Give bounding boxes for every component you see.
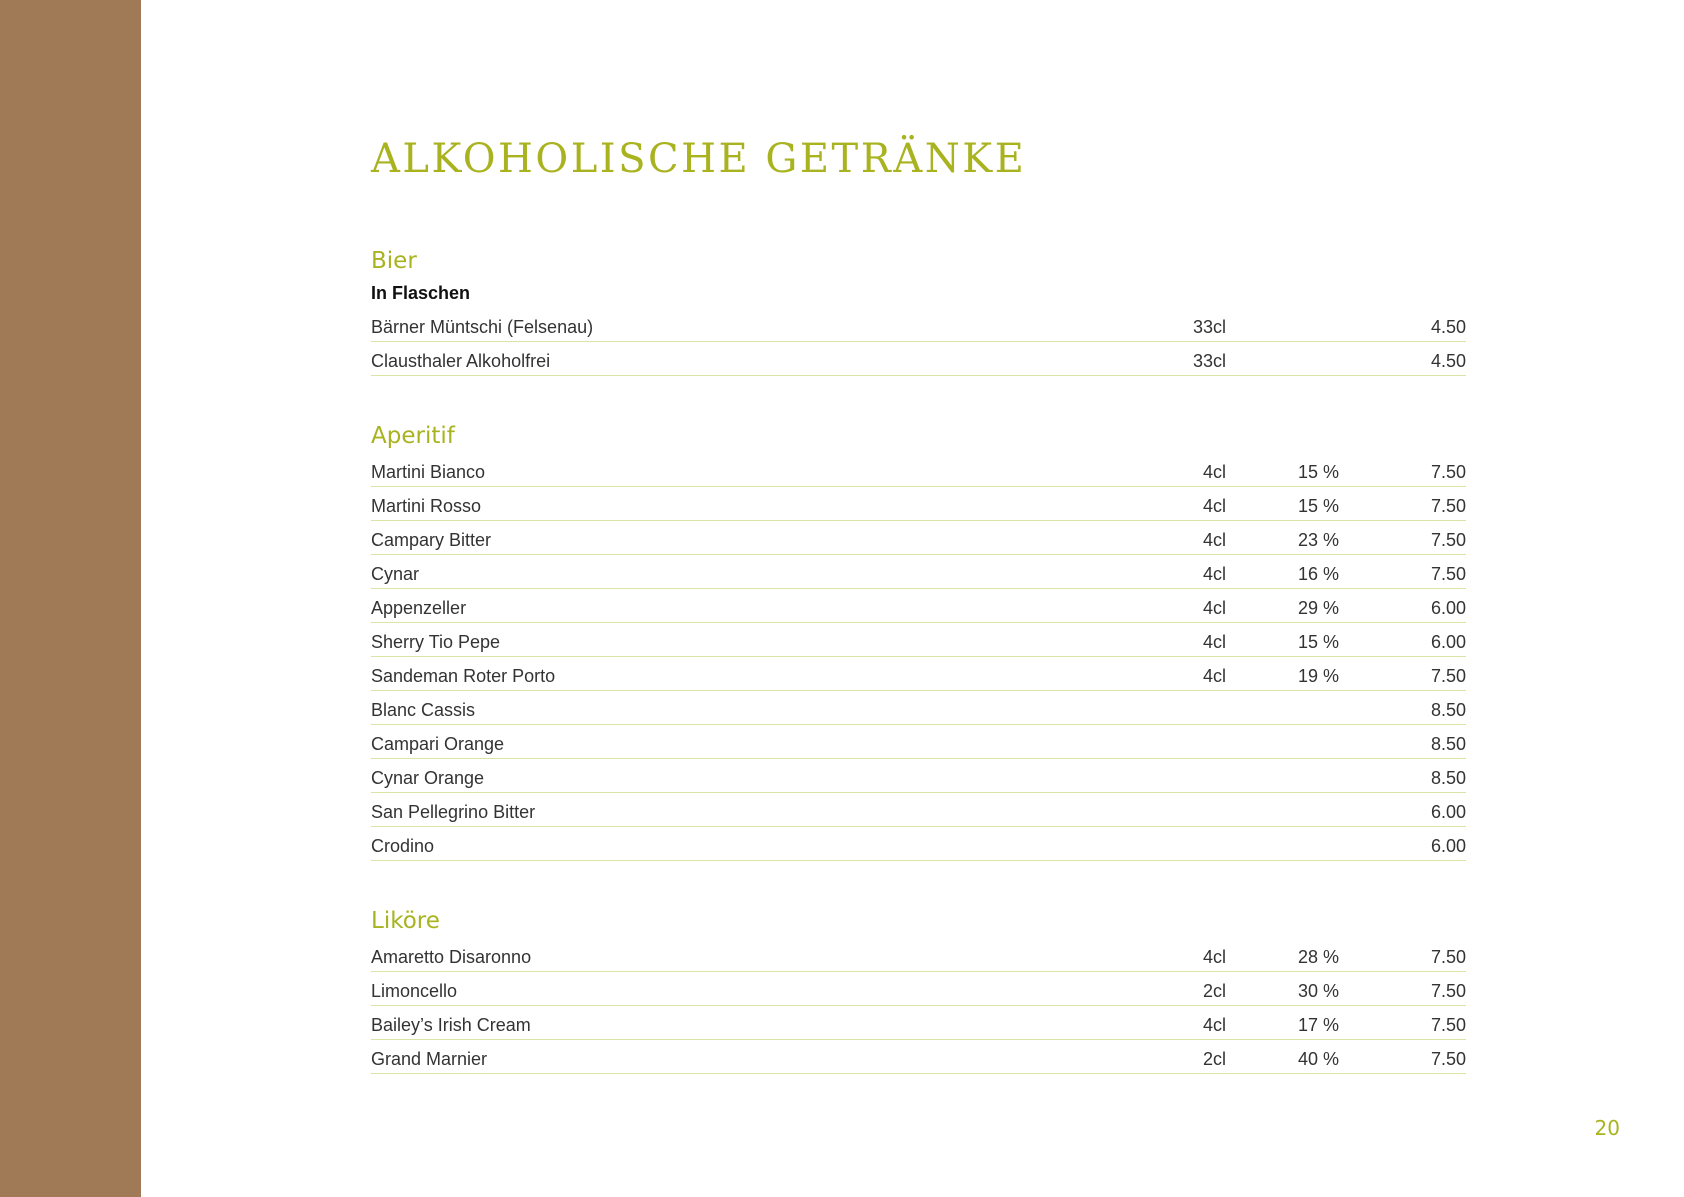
page-title: ALKOHOLISCHE GETRÄNKE	[371, 136, 1027, 182]
item-price: 7.50	[1430, 564, 1466, 584]
item-price: 6.00	[1430, 598, 1466, 618]
item-abv: 29 %	[1297, 598, 1339, 618]
item-abv: 16 %	[1297, 564, 1339, 584]
item-name: Amaretto Disaronno	[371, 947, 532, 967]
item-abv: 40 %	[1297, 1049, 1339, 1069]
item-name: Limoncello	[371, 981, 458, 1001]
item-name: San Pellegrino Bitter	[371, 802, 536, 822]
section-likoere	[371, 904, 1466, 1074]
item-volume: 4cl	[1202, 564, 1226, 584]
item-name: Campary Bitter	[371, 530, 492, 550]
item-name: Cynar Orange	[371, 768, 485, 788]
item-price: 8.50	[1430, 768, 1466, 788]
menu-item-row	[371, 453, 1466, 487]
item-abv: 15 %	[1297, 496, 1339, 516]
item-abv: 15 %	[1297, 462, 1339, 482]
item-volume: 2cl	[1202, 981, 1226, 1001]
item-volume: 4cl	[1202, 462, 1226, 482]
side-color-bar	[0, 0, 141, 1197]
item-volume: 4cl	[1202, 598, 1226, 618]
section-bier	[371, 244, 1466, 376]
menu-item-row	[371, 827, 1466, 861]
item-name: Crodino	[371, 836, 435, 856]
item-volume: 4cl	[1202, 530, 1226, 550]
item-volume: 4cl	[1202, 496, 1226, 516]
item-abv: 30 %	[1297, 981, 1339, 1001]
menu-item-row	[371, 1006, 1466, 1040]
section-title: Aperitif	[371, 423, 455, 449]
menu-item-row	[371, 487, 1466, 521]
item-abv: 28 %	[1297, 947, 1339, 967]
item-abv: 19 %	[1297, 666, 1339, 686]
page-number: 20	[1594, 1116, 1620, 1140]
item-price: 7.50	[1430, 947, 1466, 967]
menu-item-row	[371, 1040, 1466, 1074]
menu-item-row	[371, 521, 1466, 555]
item-abv: 17 %	[1297, 1015, 1339, 1035]
item-price: 7.50	[1430, 1015, 1466, 1035]
menu-item-row	[371, 691, 1466, 725]
item-name: Sherry Tio Pepe	[371, 632, 501, 652]
item-price: 6.00	[1430, 836, 1466, 856]
item-price: 4.50	[1430, 351, 1466, 371]
item-volume: 2cl	[1202, 1049, 1226, 1069]
item-abv: 15 %	[1297, 632, 1339, 652]
item-name: Sandeman Roter Porto	[371, 666, 556, 686]
menu-item-row	[371, 308, 1466, 342]
item-volume: 4cl	[1202, 947, 1226, 967]
section-title: Bier	[371, 248, 417, 274]
menu-item-row	[371, 657, 1466, 691]
menu-item-row	[371, 972, 1466, 1006]
item-name: Bailey’s Irish Cream	[371, 1015, 531, 1035]
item-volume: 4cl	[1202, 1015, 1226, 1035]
menu-item-row	[371, 725, 1466, 759]
section-title: Liköre	[371, 908, 440, 934]
menu-item-row	[371, 589, 1466, 623]
item-price: 7.50	[1430, 496, 1466, 516]
item-price: 4.50	[1430, 317, 1466, 337]
section-aperitif	[371, 419, 1466, 861]
item-price: 7.50	[1430, 981, 1466, 1001]
item-price: 7.50	[1430, 666, 1466, 686]
item-volume: 4cl	[1202, 666, 1226, 686]
menu-rows	[371, 308, 1466, 376]
item-price: 8.50	[1430, 734, 1466, 754]
item-name: Bärner Müntschi (Felsenau)	[371, 317, 594, 337]
item-volume: 33cl	[1192, 351, 1226, 371]
item-name: Martini Bianco	[371, 462, 486, 482]
item-name: Blanc Cassis	[371, 700, 476, 720]
item-volume: 4cl	[1202, 632, 1226, 652]
item-price: 7.50	[1430, 530, 1466, 550]
section-subheading: In Flaschen	[371, 283, 471, 303]
item-price: 7.50	[1430, 1049, 1466, 1069]
menu-item-row	[371, 342, 1466, 376]
menu-item-row	[371, 759, 1466, 793]
item-price: 7.50	[1430, 462, 1466, 482]
item-volume: 33cl	[1192, 317, 1226, 337]
item-name: Cynar	[371, 564, 420, 584]
menu-item-row	[371, 555, 1466, 589]
item-name: Grand Marnier	[371, 1049, 488, 1069]
menu-item-row	[371, 793, 1466, 827]
item-name: Clausthaler Alkoholfrei	[371, 351, 551, 371]
item-abv: 23 %	[1297, 530, 1339, 550]
item-price: 6.00	[1430, 802, 1466, 822]
item-name: Martini Rosso	[371, 496, 482, 516]
item-price: 6.00	[1430, 632, 1466, 652]
menu-rows	[371, 453, 1466, 861]
item-name: Appenzeller	[371, 598, 467, 618]
item-price: 8.50	[1430, 700, 1466, 720]
menu-rows	[371, 938, 1466, 1074]
item-name: Campari Orange	[371, 734, 505, 754]
menu-item-row	[371, 938, 1466, 972]
menu-item-row	[371, 623, 1466, 657]
